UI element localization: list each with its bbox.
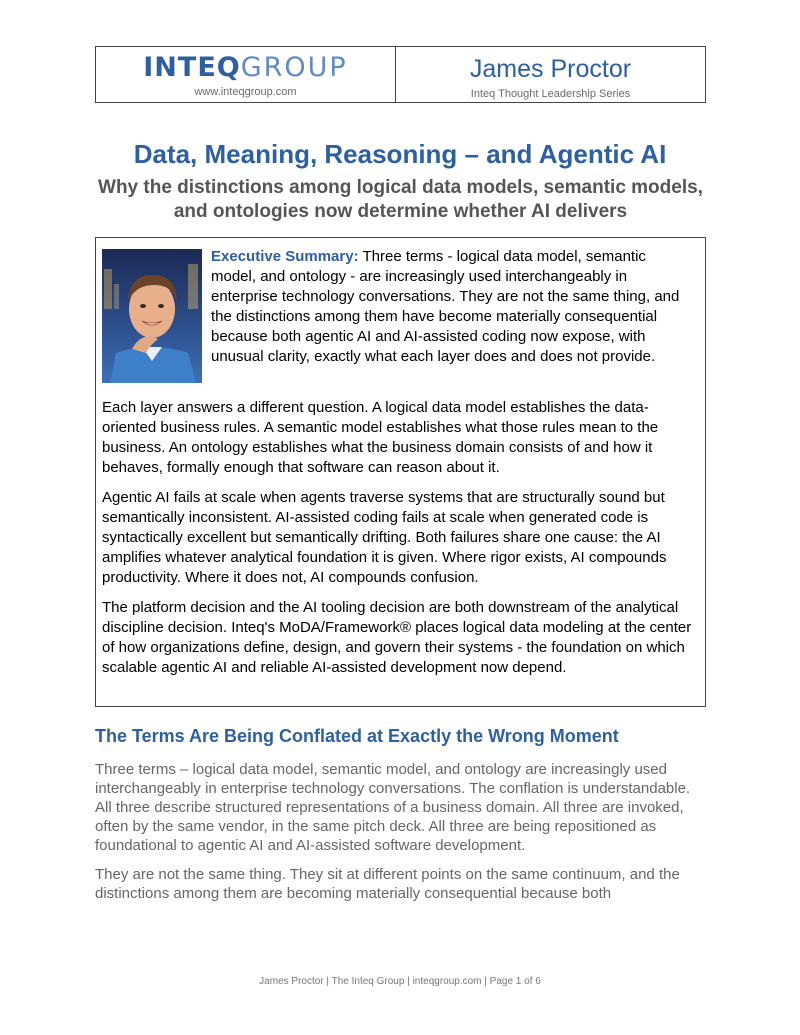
section-body	[95, 760, 710, 913]
executive-summary-lead	[211, 247, 691, 367]
page-footer: James Proctor | The Inteq Group | inteqgroup.com | Page 1 of 6	[259, 976, 541, 987]
header-logo-cell	[96, 47, 396, 102]
inteq-group-logo	[143, 53, 347, 83]
executive-summary-label: Executive Summary:	[211, 248, 359, 265]
executive-summary-lead-text: Three terms - logical data model, semantic model, and ontology - are increasingly used interchangeably in enterprise technology conversations. They are not the same thing, and the distinctions among them have become materially consequential because both agentic AI and AI-assisted coding now expose, with unusual clarity, exactly what each layer does and does not provide.	[211, 248, 680, 365]
document-header	[95, 46, 706, 103]
document-title: Data, Meaning, Reasoning – and Agentic AI	[133, 139, 667, 169]
summary-paragraph: Agentic AI fails at scale when agents traverse systems that are structurally sound but semantically inconsistent. AI-assisted coding fails at scale when generated code is syntactically excellent but semantically drifting. Both failures share one cause: the AI amplifies whatever analytical foundation it is given. Where rigor exists, AI compounds productivity. Where it does not, AI compounds confusion.	[102, 489, 667, 586]
header-url: www.inteqgroup.com	[194, 86, 297, 98]
summary-paragraph: Each layer answers a different question. A logical data model establishes the data-oriented business rules. A semantic model establishes what those rules mean to the business. An ontology establishes what the business domain consists of and how it behaves, formally enough that software can reason about it.	[102, 399, 659, 476]
header-author-cell	[396, 47, 705, 102]
header-series: Inteq Thought Leadership Series	[470, 88, 631, 100]
document-subtitle: Why the distinctions among logical data models, semantic models, and ontologies now determine whether AI delivers	[98, 177, 703, 222]
body-paragraph: They are not the same thing. They sit at different points on the same continuum, and the distinctions among them are becoming materially consequential because both	[95, 866, 680, 902]
executive-summary-paragraphs	[102, 398, 702, 688]
section-heading: The Terms Are Being Conflated at Exactly the Wrong Moment	[95, 726, 619, 746]
logo-light-text: GROUP	[240, 52, 348, 83]
header-author: James Proctor	[469, 55, 632, 83]
body-paragraph: Three terms – logical data model, semantic model, and ontology are increasingly used interchangeably in enterprise technology conversations. The conflation is understandable. All three describe structured representations of a business domain. All three are invoked, often by the same vendor, in the same pitch deck. All three are being repositioned as foundational to agentic AI and AI-assisted software development.	[95, 761, 691, 854]
summary-paragraph: The platform decision and the AI tooling decision are both downstream of the analytical discipline decision. Inteq's MoDA/Framework® places logical data modeling at the center of how organizations define, design, and govern their systems - the foundation on which scalable agentic AI and reliable AI-assisted development now depend.	[102, 599, 692, 676]
logo-bold-text: INTEQ	[143, 52, 241, 83]
executive-summary-box	[95, 237, 706, 707]
author-photo	[102, 249, 202, 383]
